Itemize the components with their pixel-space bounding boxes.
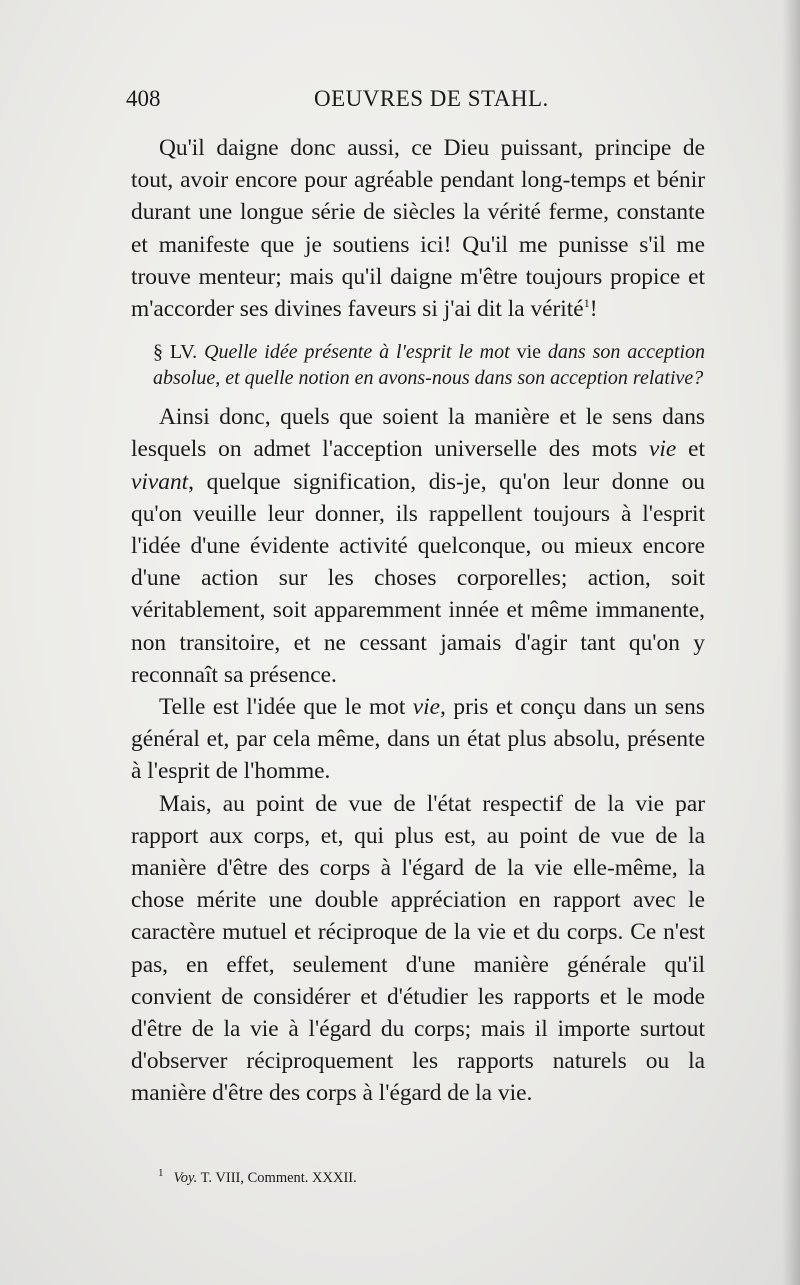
section-title-part-1: Quelle idée présente à l'esprit le mot <box>204 341 510 364</box>
paragraph-1 <box>131 132 705 325</box>
paragraph-4: Mais, au point de vue de l'état respectif de la vie par rapport aux corps, et, qui plus est, au point de vue de la manière d'être des corps à l'égard de la vie elle-même, la chose mérite une double appréciation en rapport avec le caractère mutuel et réciproque de la vie et du corps. Ce n'est pas, en effet, seulement d'une manière générale qu'il convient de considérer et d'étudier les rapports et le mode d'être de la vie à l'égard du corps; mais il importe surtout d'observer réciproquement les rapports naturels ou la manière d'être des corps à l'égard de la vie. <box>131 790 705 1107</box>
section-title-part-2: dans son acception absolue, et quelle notion en avons-nous dans son acception relative? <box>153 341 706 390</box>
word-vie-2: vie, <box>412 694 446 721</box>
page-header <box>126 86 706 120</box>
footnote-text: T. VIII, Comment. XXXII. <box>200 1169 357 1186</box>
word-et: et <box>688 436 705 463</box>
page-number: 408 <box>126 86 161 111</box>
running-title: OEUVRES DE STAHL. <box>314 86 549 111</box>
paragraph-1-text: Qu'il daigne donc aussi, ce Dieu puissant, principe de tout, avoir encore pour agréable pendant long-temps et bénir durant une longue série de siècles la vérité ferme, constante et manifeste que je soutiens ici! Qu'il me punisse s'il me trouve menteur; mais qu'il daigne m'être toujours propice et m'accorder ses divines faveurs si j'ai dit la vérité <box>131 135 705 323</box>
paragraph-1-end: ! <box>589 296 598 323</box>
section-title-word-vie: vie <box>516 341 542 364</box>
footnote-ref: Voy. <box>173 1169 198 1186</box>
page-edge-shadow <box>782 0 800 1285</box>
paragraph-3-part-2: pris et conçu dans un sens général et, par cela même, dans un état plus absolu, présente à l'esprit de l'homme. <box>131 694 705 785</box>
paragraph-2 <box>131 401 705 691</box>
footnote-number: 1 <box>158 1167 164 1179</box>
footnote-mark: 1 <box>583 296 590 311</box>
section-heading <box>131 339 705 391</box>
section-number: § LV. <box>153 341 198 364</box>
paragraph-2-part-2: , quelque signification, dis-je, qu'on leur donne ou qu'on veuille leur donner, ils rappellent toujours à l'esprit l'idée d'une évidente activité quelconque, ou mieux encore d'une action sur les choses corporelles; action, soit véritablement, soit apparemment innée et même immanente, non transitoire, et ne cessant jamais d'agir tant qu'on y reconnaît sa présence. <box>131 468 705 688</box>
word-vie: vie <box>649 436 677 463</box>
word-vivant: vivant <box>131 468 189 495</box>
paragraph-3 <box>131 691 705 788</box>
body-text <box>131 132 705 1110</box>
paragraph-3-part-1: Telle est l'idée que le mot <box>159 694 406 721</box>
paragraph-2-part-1: Ainsi donc, quels que soient la manière et le sens dans lesquels on admet l'acception universelle des mots <box>131 404 705 463</box>
footnote <box>158 1163 718 1188</box>
